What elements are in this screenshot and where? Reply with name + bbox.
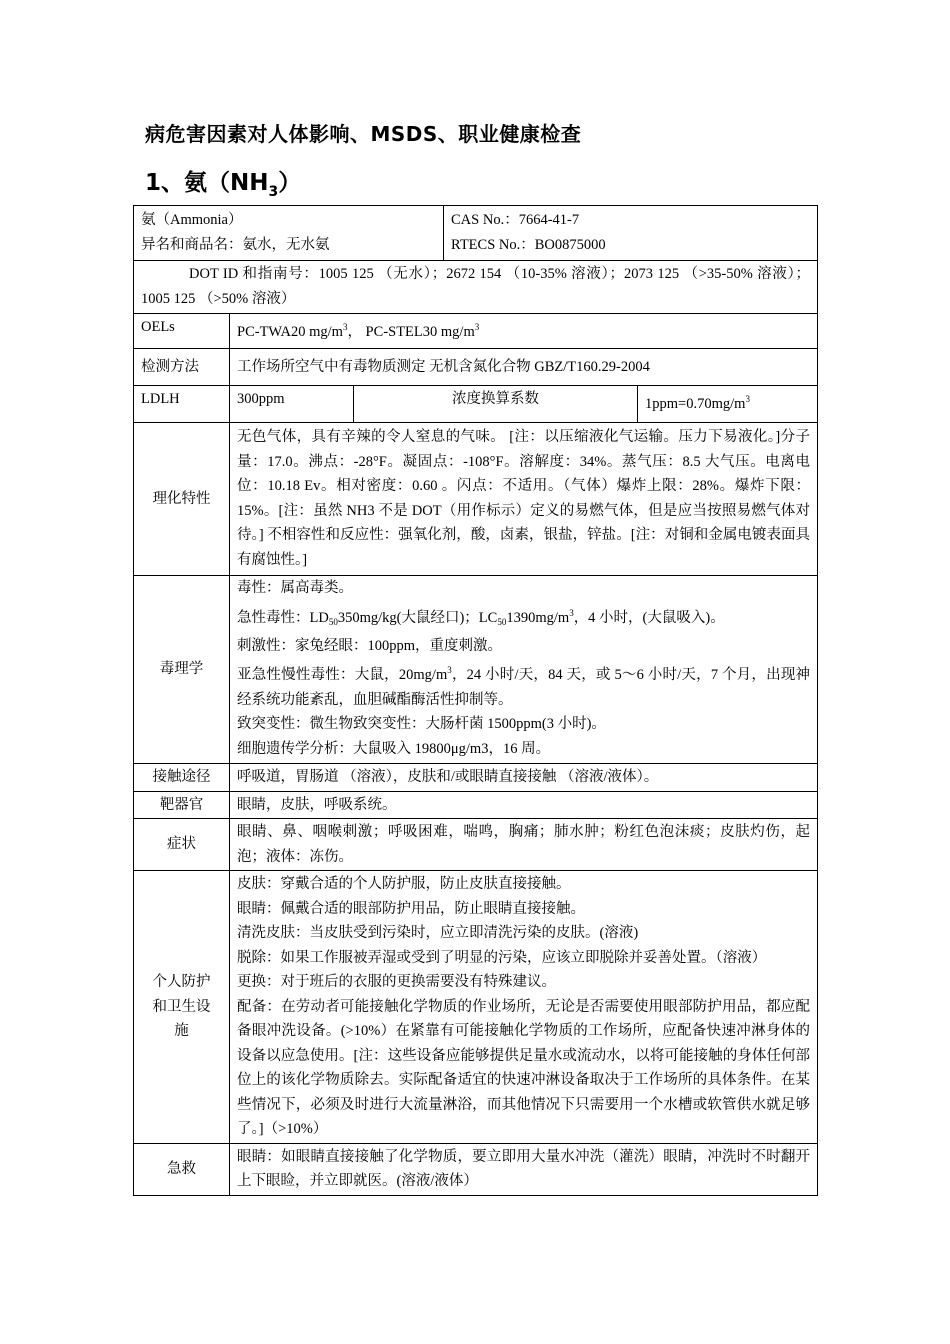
symptom-label: 症状 — [134, 819, 230, 871]
toxicology-label: 毒理学 — [134, 576, 230, 764]
oels-stel: ， PC-STEL30 mg/m — [347, 323, 475, 340]
conversion-unit: 3 — [745, 394, 750, 404]
organ-row — [134, 791, 818, 819]
oels-row — [134, 314, 818, 349]
ldlh-row — [134, 386, 818, 423]
ppe-row — [134, 871, 818, 1144]
chemical-name: 氨（Ammonia） — [141, 212, 243, 228]
oels-value — [230, 314, 818, 349]
tox-acute-a: 急性毒性：LD — [237, 609, 329, 626]
oels-unit-2: 3 — [474, 322, 480, 332]
oels-twa: PC-TWA20 mg/m — [237, 323, 343, 340]
tox-line-toxicity: 毒性：属高毒类。 — [237, 580, 353, 596]
symptom-value: 眼睛、鼻、咽喉刺激；呼吸困难，喘鸣，胸痛；肺水肿；粉红色泡沫痰；皮肤灼伤，起泡；液体：冻伤。 — [230, 819, 818, 871]
conversion-label: 浓度换算系数 — [354, 386, 638, 423]
toxicology-value — [230, 576, 818, 764]
firstaid-value: 眼睛：如眼睛直接接触了化学物质，要立即用大量水冲洗（灌洗）眼睛，冲洗时不时翻开上下眼睑，并立即就医。(溶液/液体） — [230, 1143, 818, 1195]
physchem-value: 无色气体，具有辛辣的令人窒息的气味。 [注：以压缩液化气运输。压力下易液化。]分子量：17.0。沸点：-28°F。凝固点：-108°F。溶解度：34%。蒸气压：8.5 大气压。电离电位：10.18 Ev。相对密度：0.60 。闪点：不适用。（气体）爆炸上限：28%。爆炸下限：15%。[注：虽然 NH3 不是 DOT（用作标示）定义的易燃气体，但是应当按照易燃气体对待。] 不相容性和反应性：强氧化剂，酸，卤素，银盐，锌盐。[注：对铜和金属电镀表面具有腐蚀性。] — [230, 423, 818, 576]
section-title — [145, 164, 301, 200]
alias-names: 异名和商品名：氨水，无水氨 — [141, 237, 330, 253]
ppe-label-text: 个人防护和卫生设施 — [152, 974, 211, 1040]
organ-label: 靶器官 — [134, 791, 230, 819]
firstaid-row — [134, 1143, 818, 1195]
page-title: 病危害因素对人体影响、MSDS、职业健康检查 — [145, 122, 582, 146]
tox-line-acute — [237, 601, 810, 634]
ppe-value — [230, 871, 818, 1144]
cas-number: CAS No.：7664-41-7 — [451, 212, 580, 228]
tox-acute-c: 1390mg/m — [506, 609, 570, 626]
method-label: 检测方法 — [134, 349, 230, 386]
dot-row — [134, 261, 818, 314]
identity-row — [134, 206, 818, 261]
tox-acute-d: ，4 小时，(大鼠吸入)。 — [573, 609, 725, 626]
ppe-label — [134, 871, 230, 1144]
tox-line-mutagenicity: 致突变性：微生物致突变性：大肠杆菌 1500ppm(3 小时)。 — [237, 716, 606, 733]
symptom-row — [134, 819, 818, 871]
tox-chronic-sup: 3 — [447, 665, 452, 676]
tox-acute-sub2: 50 — [497, 616, 507, 627]
tox-line-cytogenetics: 细胞遗传学分析：大鼠吸入 19800μg/m3，16 周。 — [237, 740, 551, 757]
tox-line-chronic — [237, 658, 810, 712]
id-cell — [444, 206, 818, 261]
section-title-subscript: 3 — [268, 184, 279, 200]
physchem-row — [134, 423, 818, 576]
section-title-prefix: 1、氨（NH — [145, 170, 269, 196]
ldlh-label: LDLH — [134, 386, 230, 423]
tox-acute-sub1: 50 — [328, 616, 338, 627]
dot-cell: DOT ID 和指南号：1005 125 （无水）；2672 154 （10-35% 溶液）；2073 125 （>35-50% 溶液）；1005 125 （>50% 溶液） — [134, 261, 818, 314]
oels-label: OELs — [134, 314, 230, 349]
ppe-provide: 配备：在劳动者可能接触化学物质的作业场所，无论是否需要使用眼部防护用品，都应配备眼冲洗设备。(>10%）在紧靠有可能接触化学物质的工作场所，应配备快速冲淋身体的设备以应急使用。[注：这些设备应能够提供足量水或流动水，以将可能接触的身体任何部位上的该化学物质除去。实际配备适宜的快速冲淋设备取决于工作场所的具体条件。在某些情况下，必须及时进行大流量淋浴，而其他情况下只需要用一个水槽或软管供水就足够了。]（>10%） — [237, 998, 811, 1138]
route-value: 呼吸道，胃肠道 （溶液），皮肤和/或眼睛直接接触 （溶液/液体）。 — [230, 764, 818, 792]
route-row — [134, 764, 818, 792]
section-title-suffix: ） — [278, 170, 302, 196]
ppe-skin: 皮肤：穿戴合适的个人防护服，防止皮肤直接接触。 — [237, 876, 571, 893]
ldlh-value: 300ppm — [230, 386, 354, 423]
ppe-change: 更换：对于班后的衣服的更换需要没有特殊建议。 — [237, 974, 556, 991]
organ-value: 眼睛，皮肤，呼吸系统。 — [230, 791, 818, 819]
firstaid-label: 急救 — [134, 1143, 230, 1195]
tox-chronic-b: ，24 小时/天，84 天，或 5～6 小时/天，7 个月，出现神经系统功能紊乱，血胆碱酯酶活性抑制等。 — [237, 667, 811, 708]
rtecs-number: RTECS No.：BO0875000 — [451, 237, 606, 253]
tox-acute-sup: 3 — [569, 607, 574, 618]
tox-acute-b: 350mg/kg(大鼠经口)；LC — [337, 609, 498, 626]
tox-chronic-a: 亚急性慢性毒性：大鼠，20mg/m — [237, 667, 448, 684]
oels-unit-1: 3 — [342, 322, 348, 332]
toxicology-row — [134, 576, 818, 764]
msds-table — [133, 205, 818, 1196]
conversion-value — [638, 386, 818, 423]
route-label: 接触途径 — [134, 764, 230, 792]
tox-line-irritation: 刺激性：家兔经眼：100ppm，重度刺激。 — [237, 637, 503, 654]
ppe-remove: 脱除：如果工作服被弄湿或受到了明显的污染，应该立即脱除并妥善处置。（溶液） — [237, 949, 767, 966]
ppe-wash: 清洗皮肤：当皮肤受到污染时，应立即清洗污染的皮肤。(溶液) — [237, 925, 639, 942]
name-cell — [134, 206, 444, 261]
method-value: 工作场所空气中有毒物质测定 无机含氮化合物 GBZ/T160.29-2004 — [230, 349, 818, 386]
method-row — [134, 349, 818, 386]
ppe-eyes: 眼睛：佩戴合适的眼部防护用品，防止眼睛直接接触。 — [237, 900, 585, 917]
physchem-label: 理化特性 — [134, 423, 230, 576]
conversion-value-text: 1ppm=0.70mg/m — [645, 395, 746, 412]
